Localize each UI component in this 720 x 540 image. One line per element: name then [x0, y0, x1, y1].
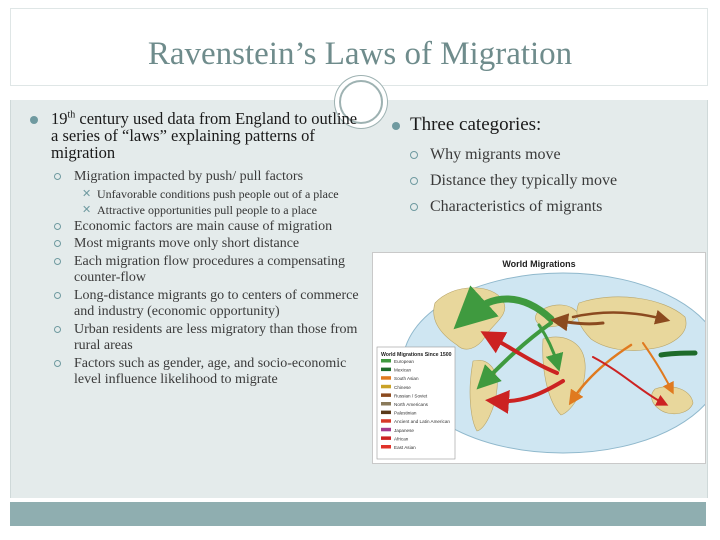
intro-text: century used data from England to outline a series of “laws” explaining patterns of migration [51, 109, 358, 162]
legend-label: Chinese [394, 384, 411, 390]
ring-bullet-icon [54, 360, 61, 367]
law-item [30, 219, 360, 236]
legend-swatch [381, 368, 391, 372]
legend-label: Mexican [394, 367, 412, 373]
legend-label: Japanese [394, 427, 414, 433]
intro-superscript: th [67, 109, 76, 121]
x-bullet-icon: ✕ [82, 187, 92, 200]
legend-swatch [381, 419, 391, 423]
category-item [392, 168, 702, 194]
category-item [392, 194, 702, 220]
category-text: Distance they typically move [430, 172, 618, 189]
map-title: World Migrations [502, 259, 576, 269]
flow-east-asian [661, 353, 695, 355]
sub-item-text: Unfavorable conditions push people out of a place [97, 186, 339, 201]
world-migrations-map [372, 252, 706, 464]
legend-label: European [394, 359, 414, 364]
law-text: Economic factors are main cause of migration [74, 218, 333, 234]
ring-bullet-icon [54, 292, 61, 299]
x-bullet-icon: ✕ [82, 203, 92, 216]
law-text: Urban residents are less migratory than those from rural areas [74, 321, 358, 353]
legend-label: North Americans [394, 402, 428, 407]
law-text: Long-distance migrants go to centers of commerce and industry (economic opportunity) [74, 287, 359, 319]
law-item [30, 288, 360, 321]
ring-bullet-icon [410, 177, 418, 185]
ring-bullet-icon [54, 173, 61, 180]
legend-swatch [381, 385, 391, 389]
legend-label: Palestinian [394, 410, 417, 416]
ring-bullet-icon [54, 326, 61, 333]
legend-swatch [381, 436, 391, 440]
category-item [392, 142, 702, 168]
legend-swatch [381, 393, 391, 397]
legend-swatch [381, 402, 391, 406]
law-item [30, 356, 360, 389]
filled-bullet-icon [392, 122, 400, 130]
category-text: Why migrants move [430, 146, 561, 163]
law-text: Factors such as gender, age, and socio-economic level influence likelihood to migrate [74, 355, 347, 387]
law-item [30, 169, 360, 186]
legend-title: World Migrations Since 1500 [381, 352, 452, 358]
intro-bullet [30, 110, 360, 161]
footer-band [10, 502, 706, 526]
sub-item [30, 187, 360, 201]
categories-heading [392, 114, 702, 136]
legend-label: Ancient and Latin American [394, 419, 450, 425]
left-column [30, 110, 360, 390]
law-text: Migration impacted by push/ pull factors [74, 169, 304, 184]
ring-bullet-icon [54, 258, 61, 265]
legend-swatch [381, 445, 391, 449]
legend-label: East Asian [394, 445, 416, 450]
filled-bullet-icon [30, 116, 38, 124]
legend-label: South Asian [394, 376, 419, 382]
sub-item [30, 203, 360, 217]
categories-heading-text: Three categories: [410, 114, 542, 135]
right-column [392, 114, 702, 220]
legend-label: Russian / Soviet [394, 393, 428, 399]
sub-item-text: Attractive opportunities pull people to a place [97, 202, 317, 217]
legend-swatch [381, 411, 391, 415]
legend-swatch [381, 359, 391, 363]
ring-bullet-icon [54, 223, 61, 230]
slide-title: Ravenstein’s Laws of Migration [147, 36, 573, 72]
ring-bullet-icon [54, 240, 61, 247]
legend-swatch [381, 376, 391, 380]
ring-bullet-icon [410, 151, 418, 159]
map-svg [373, 253, 705, 463]
legend-label: African [394, 436, 409, 442]
law-item [30, 254, 360, 287]
legend-swatch [381, 428, 391, 432]
intro-prefix: 19 [51, 109, 68, 128]
law-text: Each migration flow procedures a compensating counter-flow [74, 253, 345, 285]
law-item [30, 322, 360, 355]
ring-bullet-icon [410, 203, 418, 211]
category-text: Characteristics of migrants [430, 198, 603, 215]
law-item [30, 236, 360, 253]
law-text: Most migrants move only short distance [74, 236, 300, 251]
map-legend [377, 347, 455, 459]
